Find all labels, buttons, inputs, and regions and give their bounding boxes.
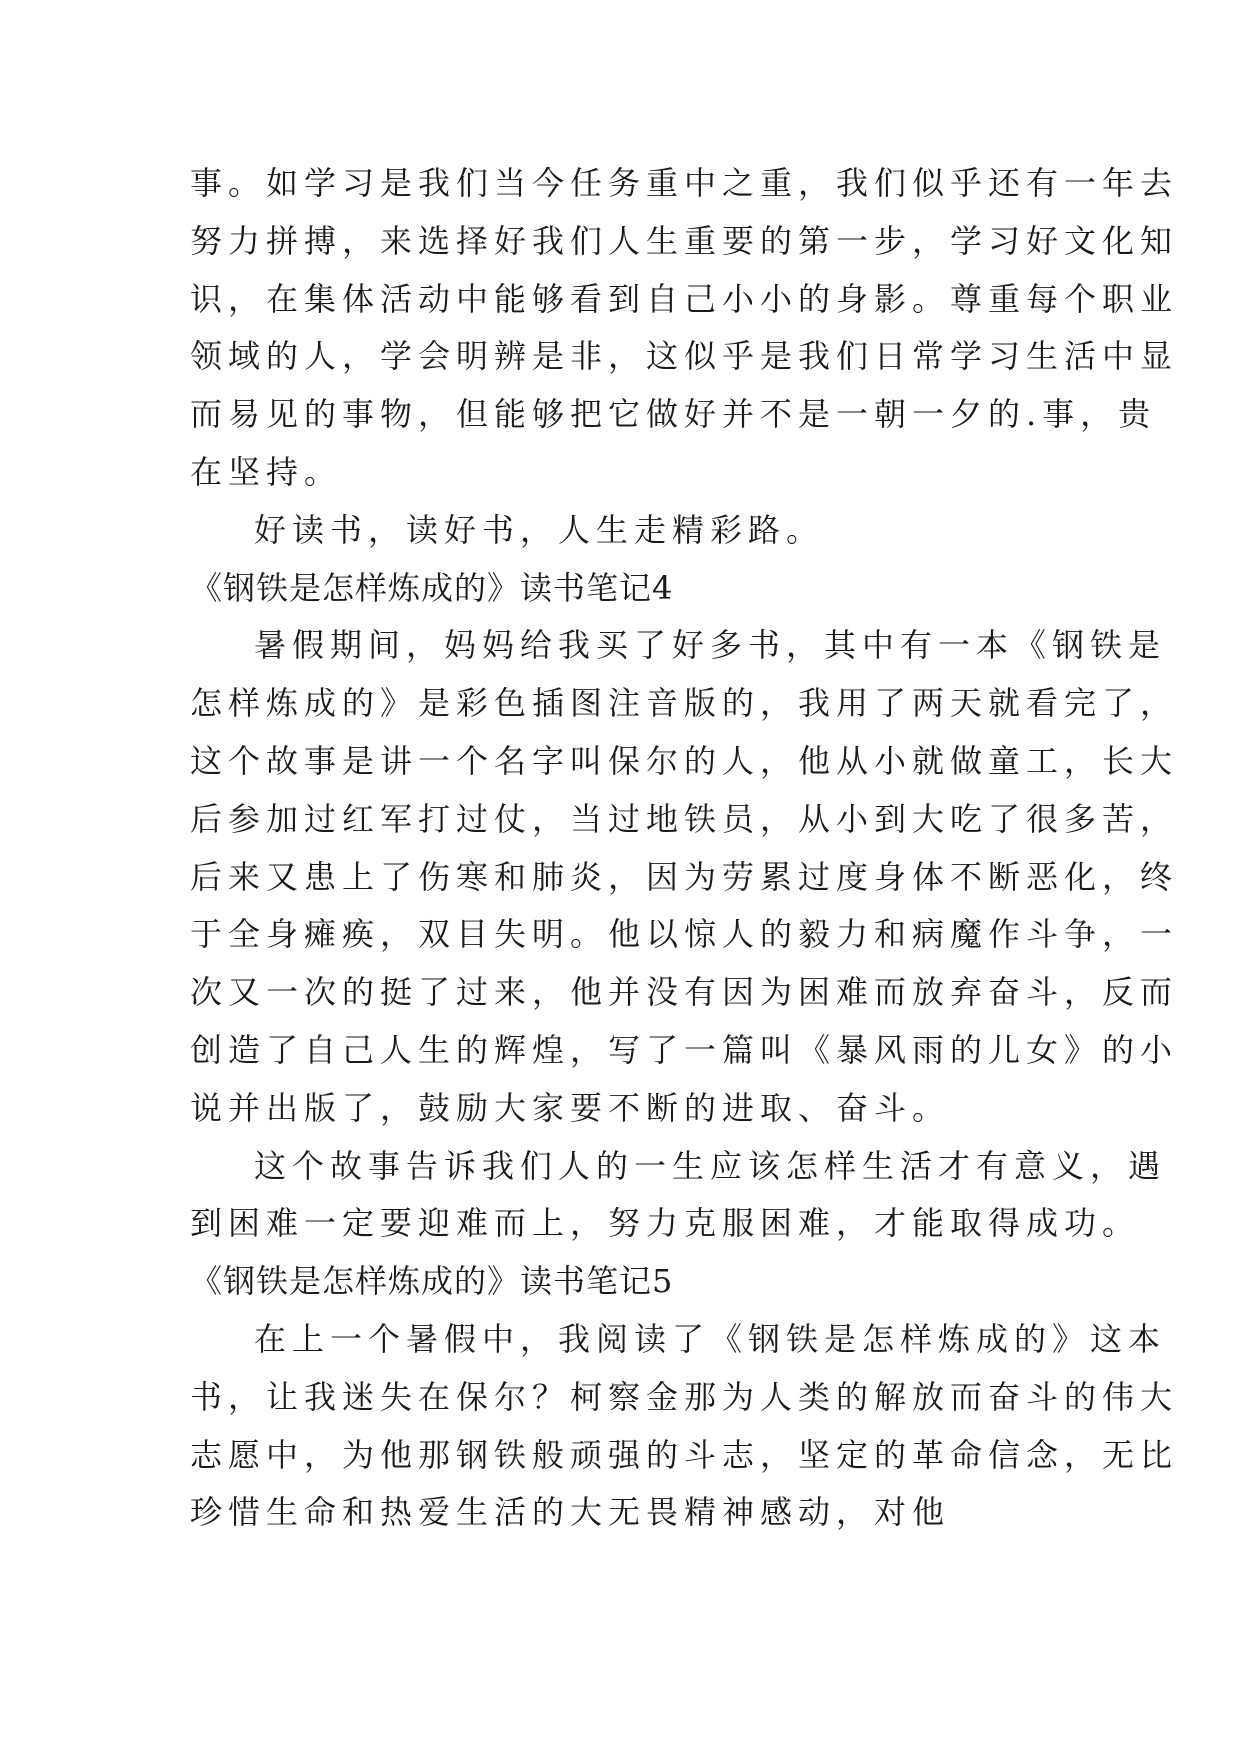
text-line: 后参加过红军打过仗，当过地铁员，从小到大吃了很多苦， (190, 799, 1179, 838)
document-page (190, 155, 1179, 1542)
section-heading: 《钢铁是怎样炼成的》读书笔记4 (190, 568, 674, 607)
text-line: 创造了自己人生的辉煌，写了一篇叫《暴风雨的儿女》的小 (190, 1030, 1179, 1069)
text-line: 好读书，读好书，人生走精彩路。 (254, 510, 825, 549)
text-line: 于全身瘫痪，双目失明。他以惊人的毅力和病魔作斗争，一 (190, 915, 1179, 954)
text-line: 志愿中，为他那钢铁般顽强的斗志，坚定的革命信念，无比 (190, 1435, 1179, 1474)
text-line: 暑假期间，妈妈给我买了好多书，其中有一本《钢铁是 (254, 626, 1167, 665)
text-line: 在坚持。 (190, 452, 343, 491)
text-line: 在上一个暑假中，我阅读了《钢铁是怎样炼成的》这本 (254, 1319, 1167, 1358)
text-line: 后来又患上了伤寒和肺炎，因为劳累过度身体不断恶化，终 (190, 857, 1179, 896)
text-line: 到困难一定要迎难而上，努力克服困难，才能取得成功。 (190, 1204, 1141, 1243)
text-line: 领域的人，学会明辨是非，这似乎是我们日常学习生活中显 (190, 337, 1179, 376)
text-line: 书，让我迷失在保尔？柯察金那为人类的解放而奋斗的伟大 (190, 1377, 1179, 1416)
text-line: 说并出版了，鼓励大家要不断的进取、奋斗。 (190, 1088, 951, 1127)
text-line: 次又一次的挺了过来，他并没有因为困难而放弃奋斗，反而 (190, 973, 1179, 1012)
text-line: 识，在集体活动中能够看到自己小小的身影。尊重每个职业 (190, 279, 1179, 318)
text-line: 这个故事是讲一个名字叫保尔的人，他从小就做童工，长大 (190, 741, 1179, 780)
section-heading: 《钢铁是怎样炼成的》读书笔记5 (190, 1262, 674, 1301)
text-line: 怎样炼成的》是彩色插图注音版的，我用了两天就看完了， (190, 684, 1179, 723)
text-line: 事。如学习是我们当今任务重中之重，我们似乎还有一年去 (190, 164, 1179, 202)
text-line: 而易见的事物，但能够把它做好并不是一朝一夕的.事，贵 (190, 395, 1157, 434)
text-line: 珍惜生命和热爱生活的大无畏精神感动，对他 (190, 1493, 951, 1532)
text-line: 努力拼搏，来选择好我们人生重要的第一步，学习好文化知 (190, 221, 1179, 260)
text-line: 这个故事告诉我们人的一生应该怎样生活才有意义，遇 (254, 1146, 1167, 1185)
